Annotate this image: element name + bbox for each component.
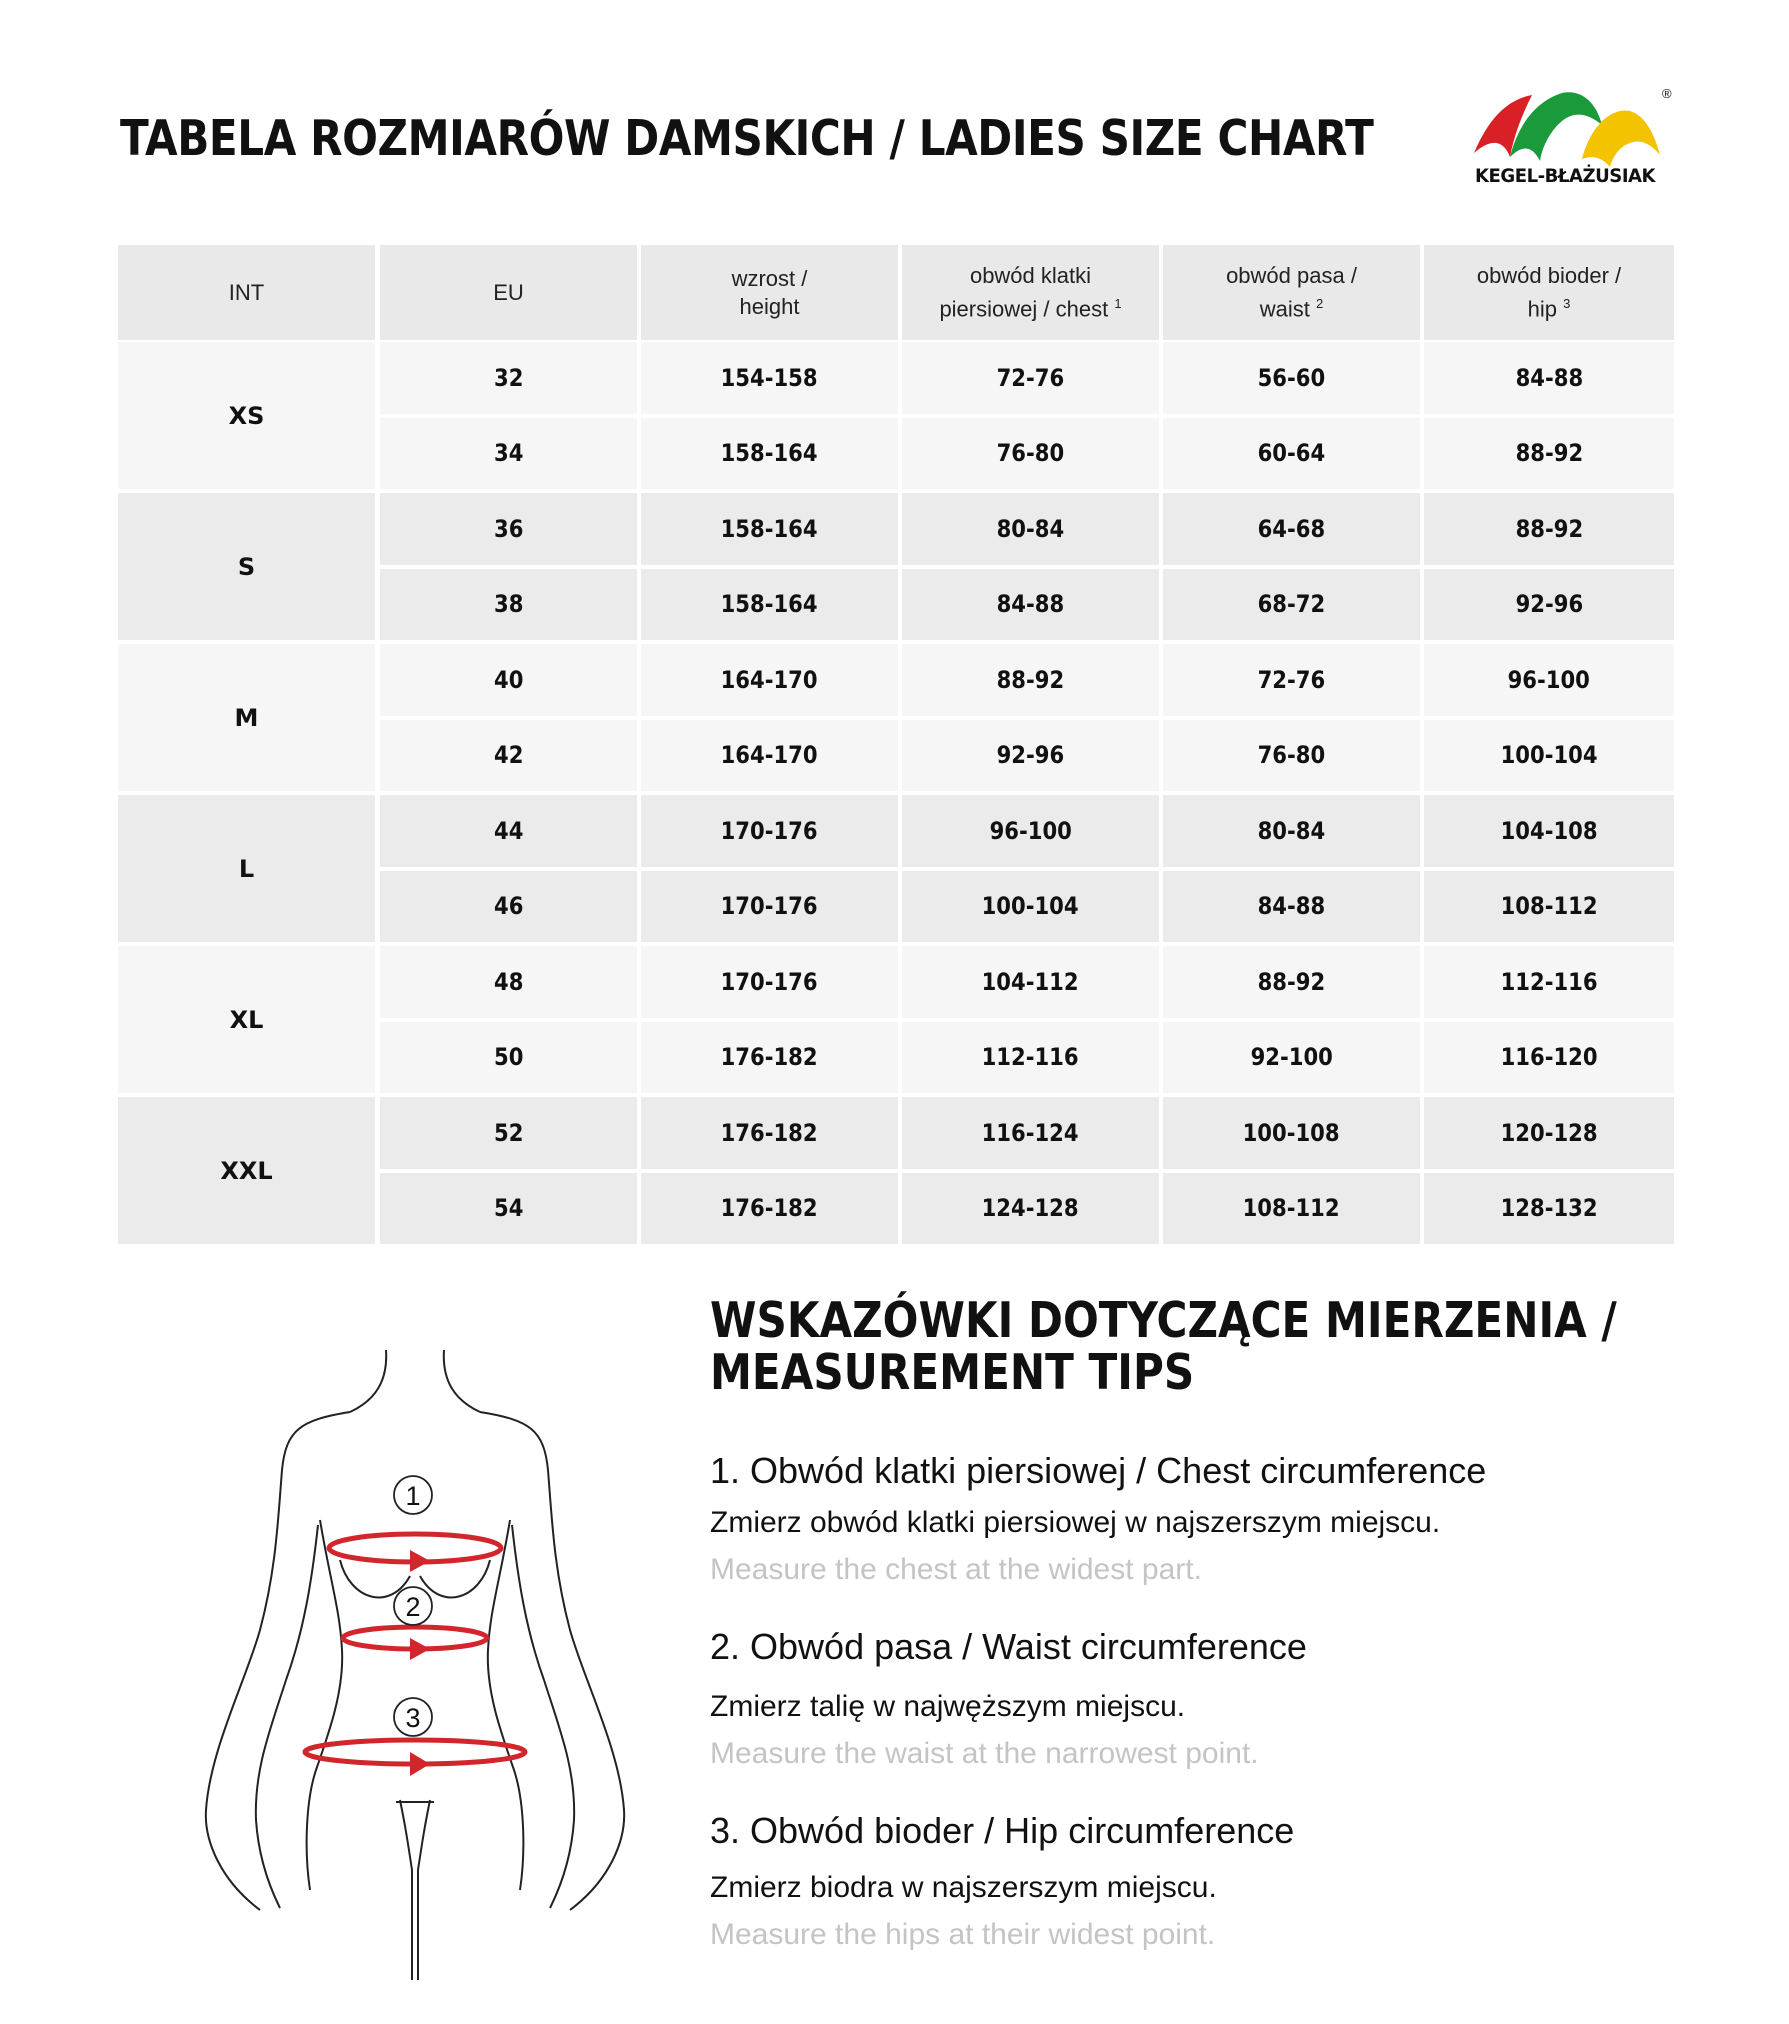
cell-eu: 54 xyxy=(380,1173,637,1245)
cell-height: 158-164 xyxy=(641,418,898,490)
cell-chest: 96-100 xyxy=(902,795,1159,867)
body-figure xyxy=(190,1350,650,1980)
int-size-cell: XL xyxy=(118,946,375,1093)
tip-1-en: Measure the chest at the widest part. xyxy=(710,1553,1202,1586)
chest-arrow-icon xyxy=(410,1550,430,1572)
marker-2 xyxy=(394,1587,432,1625)
int-size-cell: M xyxy=(118,644,375,791)
cell-eu: 50 xyxy=(380,1022,637,1094)
cell-hip: 88-92 xyxy=(1424,418,1674,490)
cell-waist: 80-84 xyxy=(1163,795,1420,867)
header-height: wzrost / height xyxy=(641,245,898,340)
cell-hip: 104-108 xyxy=(1424,795,1674,867)
cell-waist: 56-60 xyxy=(1163,342,1420,414)
cell-eu: 52 xyxy=(380,1097,637,1169)
cell-waist: 64-68 xyxy=(1163,493,1420,565)
cell-hip: 120-128 xyxy=(1424,1097,1674,1169)
tip-1-heading: 1. Obwód klatki piersiowej / Chest circumference xyxy=(710,1450,1487,1491)
cell-eu: 42 xyxy=(380,720,637,792)
cell-height: 170-176 xyxy=(641,795,898,867)
cell-hip: 116-120 xyxy=(1424,1022,1674,1094)
waist-arrow-icon xyxy=(410,1638,430,1660)
tip-2-heading: 2. Obwód pasa / Waist circumference xyxy=(710,1626,1307,1667)
cell-chest: 76-80 xyxy=(902,418,1159,490)
marker-2-label: 2 xyxy=(405,1592,421,1622)
cell-waist: 92-100 xyxy=(1163,1022,1420,1094)
cell-height: 158-164 xyxy=(641,569,898,641)
cell-hip: 100-104 xyxy=(1424,720,1674,792)
marker-3 xyxy=(394,1698,432,1736)
int-size-cell: L xyxy=(118,795,375,942)
marker-3-label: 3 xyxy=(405,1703,421,1733)
page-title: TABELA ROZMIARÓW DAMSKICH / LADIES SIZE CHART xyxy=(120,110,1374,167)
cell-height: 164-170 xyxy=(641,644,898,716)
cell-height: 176-182 xyxy=(641,1173,898,1245)
cell-hip: 96-100 xyxy=(1424,644,1674,716)
body-outline xyxy=(206,1350,624,1980)
header-eu: EU xyxy=(380,245,637,340)
marker-1-label: 1 xyxy=(405,1481,421,1511)
header-chest: obwód klatki piersiowej / chest $^1$ xyxy=(902,245,1159,340)
int-size-cell: S xyxy=(118,493,375,640)
cell-waist: 72-76 xyxy=(1163,644,1420,716)
cell-chest: 72-76 xyxy=(902,342,1159,414)
cell-waist: 60-64 xyxy=(1163,418,1420,490)
cell-hip: 112-116 xyxy=(1424,946,1674,1018)
tip-3-heading: 3. Obwód bioder / Hip circumference xyxy=(710,1810,1295,1851)
cell-eu: 36 xyxy=(380,493,637,565)
int-size-cell: XXL xyxy=(118,1097,375,1244)
cell-height: 176-182 xyxy=(641,1097,898,1169)
cell-chest: 88-92 xyxy=(902,644,1159,716)
cell-waist: 76-80 xyxy=(1163,720,1420,792)
cell-chest: 80-84 xyxy=(902,493,1159,565)
cell-waist: 88-92 xyxy=(1163,946,1420,1018)
cell-waist: 84-88 xyxy=(1163,871,1420,943)
cell-height: 176-182 xyxy=(641,1022,898,1094)
tip-3-pl: Zmierz biodra w najszerszym miejscu. xyxy=(710,1871,1217,1904)
cell-waist: 100-108 xyxy=(1163,1097,1420,1169)
int-size-cell: XS xyxy=(118,342,375,489)
cell-chest: 112-116 xyxy=(902,1022,1159,1094)
tip-2-en: Measure the waist at the narrowest point. xyxy=(710,1737,1259,1770)
cell-waist: 108-112 xyxy=(1163,1173,1420,1245)
tip-3-en: Measure the hips at their widest point. xyxy=(710,1918,1216,1951)
cell-eu: 44 xyxy=(380,795,637,867)
header-hip: obwód bioder / hip $^3$ xyxy=(1424,245,1674,340)
cell-height: 164-170 xyxy=(641,720,898,792)
cell-hip: 84-88 xyxy=(1424,342,1674,414)
tips-title: WSKAZÓWKI DOTYCZĄCE MIERZENIA / MEASUREMENT TIPS xyxy=(710,1292,1617,1401)
cell-height: 170-176 xyxy=(641,871,898,943)
tip-2-pl: Zmierz talię w najwęższym miejscu. xyxy=(710,1690,1186,1723)
hip-arrow-icon xyxy=(410,1752,430,1776)
cell-hip: 88-92 xyxy=(1424,493,1674,565)
tip-1-pl: Zmierz obwód klatki piersiowej w najszerszym miejscu. xyxy=(710,1506,1441,1539)
cell-waist: 68-72 xyxy=(1163,569,1420,641)
cell-chest: 100-104 xyxy=(902,871,1159,943)
cell-chest: 84-88 xyxy=(902,569,1159,641)
cell-hip: 128-132 xyxy=(1424,1173,1674,1245)
cell-chest: 124-128 xyxy=(902,1173,1159,1245)
cell-height: 158-164 xyxy=(641,493,898,565)
header-int: INT xyxy=(118,245,375,340)
cell-height: 170-176 xyxy=(641,946,898,1018)
brand-name: KEGEL-BŁAŻUSIAK xyxy=(1475,165,1656,187)
cell-height: 154-158 xyxy=(641,342,898,414)
cell-eu: 40 xyxy=(380,644,637,716)
registered-mark: ® xyxy=(1662,86,1672,101)
cell-eu: 48 xyxy=(380,946,637,1018)
header-waist: obwód pasa / waist $^2$ xyxy=(1163,245,1420,340)
cell-hip: 108-112 xyxy=(1424,871,1674,943)
cell-eu: 34 xyxy=(380,418,637,490)
cell-hip: 92-96 xyxy=(1424,569,1674,641)
cell-eu: 38 xyxy=(380,569,637,641)
cell-chest: 92-96 xyxy=(902,720,1159,792)
cell-eu: 32 xyxy=(380,342,637,414)
cell-chest: 116-124 xyxy=(902,1097,1159,1169)
cell-eu: 46 xyxy=(380,871,637,943)
cell-chest: 104-112 xyxy=(902,946,1159,1018)
marker-1 xyxy=(394,1476,432,1514)
